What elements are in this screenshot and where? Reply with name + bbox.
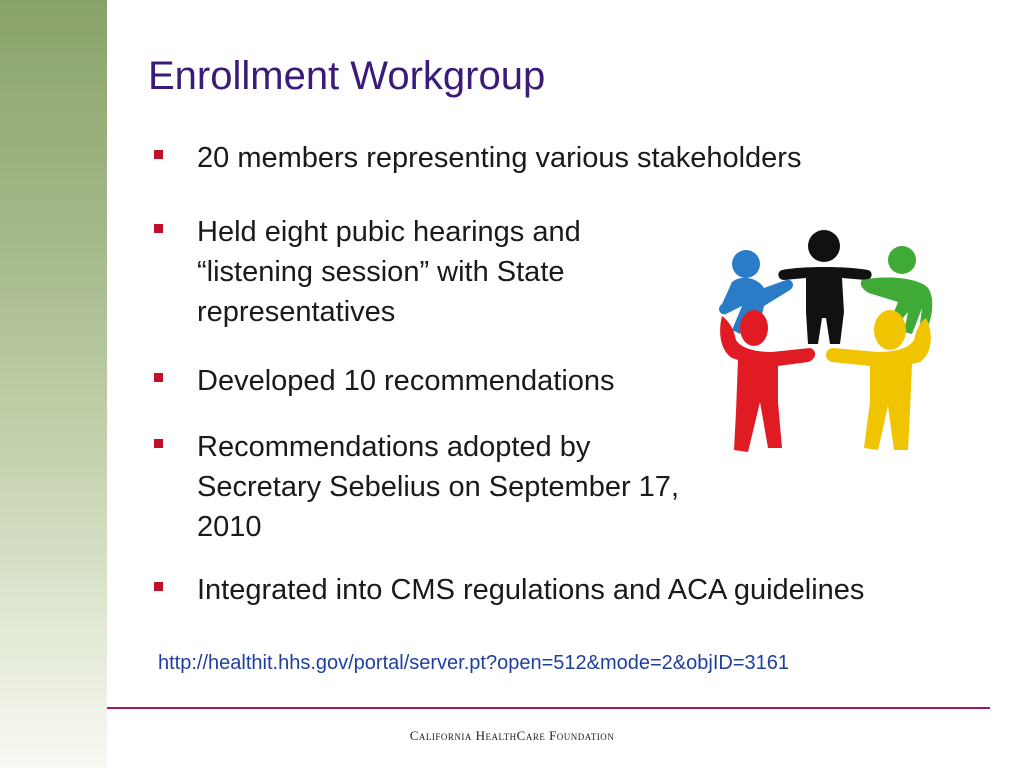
bullet-text: 20 members representing various stakeholders <box>197 142 802 174</box>
footer-label: California HealthCare Foundation <box>409 728 615 743</box>
bullet-text: Recommendations adopted by Secretary Sebelius on September 17, 2010 <box>197 431 679 543</box>
bullet-square-icon <box>154 439 163 448</box>
bullet-square-icon <box>154 373 163 382</box>
bullet-square-icon <box>154 150 163 159</box>
bullet-square-icon <box>154 224 163 233</box>
red-person-icon <box>720 310 815 452</box>
people-circle-icon <box>712 222 942 462</box>
footer-organization <box>0 728 1024 744</box>
bullet-text: Integrated into CMS regulations and ACA guidelines <box>197 574 865 606</box>
footer-divider <box>107 707 990 709</box>
source-link[interactable]: http://healthit.hhs.gov/portal/server.pt?open=512&mode=2&objID=3161 <box>158 652 790 674</box>
bullet-text: Developed 10 recommendations <box>197 365 615 397</box>
yellow-person-icon <box>826 310 931 450</box>
slide-title: Enrollment Workgroup <box>148 54 546 98</box>
side-gradient-bar <box>0 0 107 768</box>
bullet-square-icon <box>154 582 163 591</box>
bullet-text: Held eight pubic hearings and “listening session” with State representatives <box>197 216 581 328</box>
